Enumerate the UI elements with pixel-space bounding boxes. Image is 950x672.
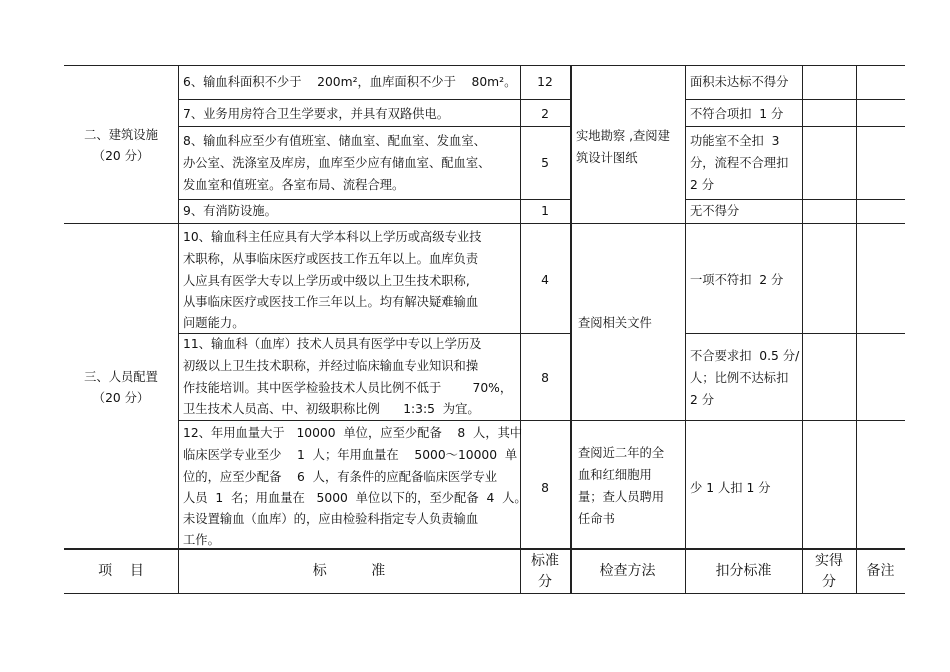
table-top-border: [64, 65, 905, 66]
standard-item-12-line6: 工作。: [183, 533, 220, 547]
column-divider: [685, 65, 686, 593]
deduction-item-11-line3: 2 分: [690, 393, 715, 407]
method-item-12-line2: 血和红细胞用: [578, 468, 652, 482]
deduction-item-7: 不符合项扣 1 分: [690, 107, 784, 121]
section-title-building-line2: （20 分）: [92, 149, 150, 163]
method-divider: [570, 420, 685, 421]
header-standard: 标 准: [312, 563, 386, 579]
standard-item-10-line1: 10、输血科主任应具有大学本科以上学历或高级专业技: [183, 230, 482, 244]
standard-item-10-line5: 问题能力。: [183, 316, 245, 330]
standard-item-12-line2: 临床医学专业至少 1 人；年用血量在 5000～10000 单: [183, 448, 518, 462]
method-staffing-docs: 查阅相关文件: [578, 316, 652, 330]
section-divider: [64, 223, 905, 224]
section-title-staffing-line2: （20 分）: [92, 391, 150, 405]
standard-item-9: 9、有消防设施。: [183, 204, 277, 218]
deduction-item-12: 少 1 人扣 1 分: [690, 481, 771, 495]
standard-item-7: 7、业务用房符合卫生学要求，并具有双路供电。: [183, 107, 450, 121]
header-deduction: 扣分标准: [715, 563, 772, 579]
row-divider: [685, 99, 905, 100]
standard-item-12-line1: 12、年用血量大于 10000 单位，应至少配备 8 人，其中: [183, 426, 523, 440]
section-title-building-line1: 二、建筑设施: [84, 128, 158, 142]
standard-item-8-line2: 办公室、洗涤室及库房，血库至少应有储血室、配血室、: [183, 156, 491, 170]
score-item-7: 2: [541, 107, 549, 121]
table-bottom-border: [64, 593, 905, 594]
method-building-line2: 筑设计图纸: [576, 151, 638, 165]
standard-item-11-line3: 作技能培训。其中医学检验技术人员比例不低于 70%，: [183, 381, 513, 395]
method-item-12-line3: 量；查人员聘用: [578, 490, 665, 504]
column-divider: [856, 65, 857, 593]
standard-item-11-line4: 卫生技术人员高、中、初级职称比例 1:3:5 为宜。: [183, 402, 480, 416]
deduction-item-8-line1: 功能室不全扣 3: [690, 134, 780, 148]
row-divider: [685, 420, 905, 421]
method-item-12-line4: 任命书: [578, 512, 615, 526]
column-divider: [520, 65, 521, 593]
header-actual-line1: 实得: [815, 553, 843, 569]
deduction-item-11-line2: 人；比例不达标扣: [690, 371, 789, 385]
score-item-6: 12: [537, 75, 553, 89]
header-remark: 备注: [866, 563, 895, 579]
standard-item-10-line3: 人应具有医学大专以上学历或中级以上卫生技术职称,: [183, 274, 470, 288]
standard-item-10-line4: 从事临床医疗或医技工作三年以上。均有解决疑难输血: [183, 295, 479, 309]
header-actual-line2: 分: [822, 574, 836, 590]
standard-item-11-line2: 初级以上卫生技术职称，并经过临床输血专业知识和操: [183, 359, 479, 373]
row-divider: [178, 126, 570, 127]
deduction-item-8-line2: 分，流程不合理扣: [690, 156, 789, 170]
standard-item-12-line4: 人员 1 名；用血量在 5000 单位以下的，至少配备 4 人。: [183, 491, 527, 505]
method-item-12-line1: 查阅近二年的全: [578, 446, 665, 460]
score-item-12: 8: [541, 481, 549, 495]
column-divider: [570, 65, 572, 593]
deduction-item-6: 面积未达标不得分: [690, 75, 789, 89]
row-divider: [685, 126, 905, 127]
standard-item-8-line3: 发血室和值班室。各室布局、流程合理。: [183, 178, 405, 192]
standard-item-12-line5: 未设置输血（血库）的，应由检验科指定专人负责输血: [183, 512, 479, 526]
header-score-line1: 标准: [531, 553, 559, 569]
score-item-9: 1: [541, 204, 549, 218]
score-item-10: 4: [541, 273, 549, 287]
header-score-line2: 分: [538, 574, 552, 590]
standard-item-12-line3: 位的，应至少配备 6 人，有条件的应配备临床医学专业: [183, 470, 498, 484]
row-divider: [685, 333, 905, 334]
score-item-11: 8: [541, 371, 549, 385]
row-divider: [685, 199, 905, 200]
row-divider: [178, 99, 570, 100]
section-title-staffing-line1: 三、人员配置: [84, 370, 158, 384]
header-item: 项 目: [98, 563, 144, 579]
row-divider: [178, 199, 570, 200]
standard-item-11-line1: 11、输血科（血库）技术人员具有医学中专以上学历及: [183, 337, 482, 351]
standard-item-8-line1: 8、输血科应至少有值班室、储血室、配血室、发血室、: [183, 134, 486, 148]
deduction-item-8-line3: 2 分: [690, 178, 715, 192]
deduction-item-11-line1: 不合要求扣 0.5 分/: [690, 349, 800, 363]
column-divider: [178, 65, 179, 593]
deduction-item-10: 一项不符扣 2 分: [690, 273, 784, 287]
header-method: 检查方法: [599, 563, 656, 579]
deduction-item-9: 无不得分: [690, 204, 740, 218]
standard-item-10-line2: 术职称，从事临床医疗或医技工作五年以上。血库负责: [183, 252, 479, 266]
method-building-line1: 实地勘察 ,查阅建: [576, 129, 670, 143]
standard-item-6: 6、输血科面积不少于 200m²，血库面积不少于 80m²。: [183, 75, 517, 89]
score-item-8: 5: [541, 156, 549, 170]
column-divider: [802, 65, 803, 593]
